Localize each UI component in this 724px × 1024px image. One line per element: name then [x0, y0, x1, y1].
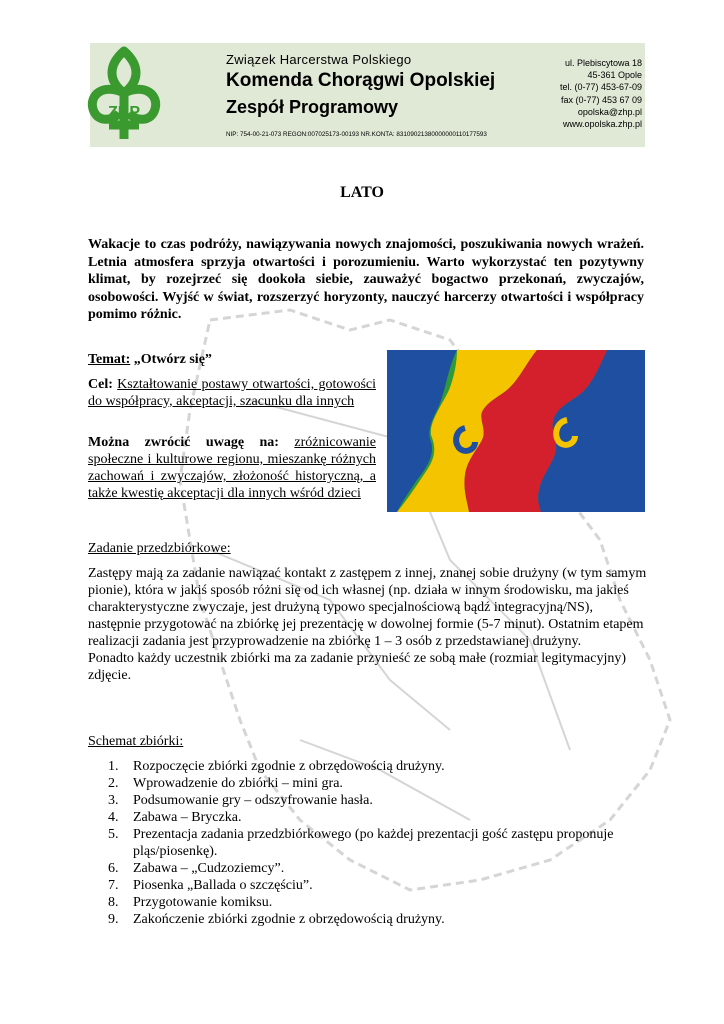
contact-block [560, 57, 642, 130]
task-paragraph-2: Ponadto każdy uczestnik zbiórki ma za zadanie przynieść ze sobą małe (rozmiar legitymacyjny) zdjęcie. [88, 651, 627, 683]
list-number: 6. [108, 861, 119, 876]
list-number: 5. [108, 827, 119, 842]
task-body [88, 565, 648, 684]
intro-paragraph: Wakacje to czas podróży, nawiązywania nowych znajomości, poszukiwania nowych wrażeń. Letnia atmosfera sprzyja otwartości i porozumieniu. Warto wykorzystać ten pozytywny klimat, by rozejrzeć się dookoła siebie, zauważyć bogactwo przekonań, zwyczajów, osobowości. Wyjść w świat, rozszerzyć horyzonty, nauczyć harcerzy otwartości i współpracy pomimo różnic. [88, 237, 644, 322]
list-number: 9. [108, 912, 119, 927]
list-text: Prezentacja zadania przedzbiórkowego (po każdej prezentacji gość zastępu proponuje pląs/piosenkę). [133, 827, 614, 859]
list-number: 2. [108, 776, 119, 791]
list-item [108, 809, 628, 826]
schedule-list [108, 758, 628, 928]
list-text: Zabawa – „Cudzoziemcy”. [133, 861, 285, 876]
list-item [108, 860, 628, 877]
task-heading: Zadanie przedzbiórkowe: [88, 541, 231, 556]
contact-email: opolska@zhp.pl [577, 106, 642, 117]
org-name: Związek Harcerstwa Polskiego [226, 52, 412, 67]
registry-numbers: NIP: 754-00-21-073 REGON:007025173-00193 NR.KONTA: 83109021380000000110177593 [226, 131, 487, 138]
list-text: Zakończenie zbiórki zgodnie z obrzędowością drużyny. [133, 912, 445, 927]
list-number: 4. [108, 810, 119, 825]
notes-label: Można zwrócić uwagę na: [88, 435, 279, 450]
zhp-lily-logo-icon [85, 43, 163, 147]
list-text: Podsumowanie gry – odszyfrowanie hasła. [133, 793, 373, 808]
list-item [108, 758, 628, 775]
task-paragraph-1: Zastępy mają za zadanie nawiązać kontakt z zastępem z innej, znanej sobie drużyny (w tym samym pionie), która w jakiś sposób różni się od ich własnej (np. działa w innym środowisku, ma jakieś charakterystyczne zwyczaje, jest drużyną typowo specjalnościową bądź integracyjną/NS), następnie przygotować na zbiórkę jej prezentację w dowolnej formie (5-7 minut). Ostatnim etapem realizacji zadania jest przyprowadzenie na zbiórkę 1 – 3 osób z przedstawianej drużyny. [88, 566, 647, 649]
topic-label: Temat: [88, 352, 131, 367]
page-title: LATO [340, 184, 384, 201]
list-text: Przygotowanie komiksu. [133, 895, 273, 910]
list-text: Zabawa – Bryczka. [133, 810, 242, 825]
list-number: 3. [108, 793, 119, 808]
list-text: Piosenka „Ballada o szczęściu”. [133, 878, 313, 893]
list-item [108, 911, 628, 928]
contact-phone: tel. (0-77) 453-67-09 [559, 82, 642, 93]
goal-value: Kształtowanie postawy otwartości, gotowości do współpracy, akceptacji, szacunku dla innych [88, 377, 376, 409]
contact-website: www.opolska.zhp.pl [562, 119, 642, 130]
topic-line [88, 352, 212, 368]
list-number: 7. [108, 878, 119, 893]
list-number: 1. [108, 759, 119, 774]
notes-value: zróżnicowanie społeczne i kulturowe regionu, mieszankę różnych zachowań i zwyczajów, złożoność historyczną, a także kwestię akceptacji dla innych wśród dzieci [88, 435, 376, 501]
contact-fax: fax (0-77) 453 67 09 [560, 94, 642, 105]
schedule-heading: Schemat zbiórki: [88, 734, 184, 749]
contact-city: 45-361 Opole [587, 70, 642, 81]
list-item [108, 894, 628, 911]
org-unit: Komenda Chorągwi Opolskiej [226, 70, 496, 91]
list-text: Rozpoczęcie zbiórki zgodnie z obrzędowością drużyny. [133, 759, 445, 774]
contact-street: ul. Plebiscytowa 18 [564, 58, 642, 68]
topic-value: „Otwórz się” [133, 352, 212, 367]
list-item [108, 792, 628, 809]
org-team: Zespół Programowy [226, 97, 399, 117]
list-item [108, 826, 628, 860]
notes-paragraph [88, 434, 376, 502]
logo-text: ZHP [108, 104, 140, 121]
list-item [108, 877, 628, 894]
goal-paragraph [88, 376, 376, 410]
list-text: Wprowadzenie do zbiórki – mini gra. [133, 776, 343, 791]
goal-label: Cel: [88, 377, 113, 392]
faces-ears-illustration [387, 350, 645, 512]
list-item [108, 775, 628, 792]
list-number: 8. [108, 895, 119, 910]
